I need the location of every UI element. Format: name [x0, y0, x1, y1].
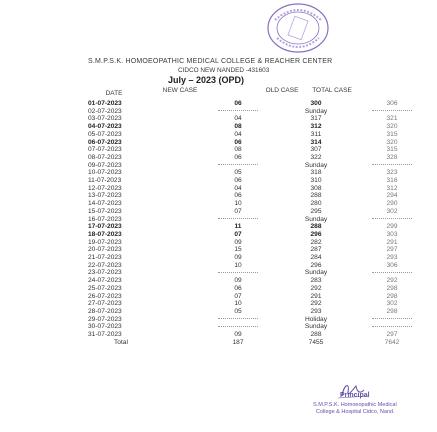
total-case-cell: 297 [386, 331, 398, 339]
date-cell: 19-07-2023 [88, 238, 122, 246]
date-cell: 09-07-2023 [88, 161, 122, 169]
blank-line [372, 318, 412, 319]
table-row [84, 162, 422, 170]
date-cell: 23-07-2023 [88, 269, 122, 277]
total-case-cell: 316 [386, 177, 398, 185]
column-header-old-case: OLD CASE [265, 87, 299, 94]
date-cell: 02-07-2023 [88, 107, 122, 115]
date-cell: 31-07-2023 [88, 331, 122, 339]
date-cell: 12-07-2023 [88, 184, 122, 192]
new-case-cell: 10 [234, 261, 242, 269]
college-stamp [253, 2, 343, 58]
total-case-cell: 298 [386, 284, 398, 292]
table-row [84, 316, 422, 324]
total-case-cell: 312 [386, 184, 398, 192]
new-case-cell: 06 [234, 153, 242, 161]
table-row [84, 323, 422, 331]
old-case-cell: Sunday [304, 107, 328, 115]
date-cell: 04-07-2023 [88, 123, 122, 131]
total-case-cell [362, 269, 422, 277]
total-case-cell: 302 [386, 300, 398, 308]
new-case-cell [206, 216, 270, 224]
date-cell: 08-07-2023 [88, 153, 122, 161]
total-case-cell: 315 [386, 146, 398, 154]
total-case-cell: 293 [386, 254, 398, 262]
total-case-cell: 297 [386, 246, 398, 254]
new-case-cell: 09 [234, 254, 242, 262]
date-cell: 27-07-2023 [88, 300, 122, 308]
old-case-cell: 311 [310, 130, 322, 138]
table-row [84, 293, 422, 301]
date-cell: 20-07-2023 [88, 246, 122, 254]
new-case-cell: 10 [234, 300, 242, 308]
new-case-cell: 11 [234, 223, 242, 231]
date-cell: 18-07-2023 [88, 230, 122, 238]
old-case-cell: 288 [310, 192, 322, 200]
new-case-cell: 09 [234, 277, 242, 285]
table-row [84, 192, 422, 200]
table-row [84, 254, 422, 262]
blank-line [218, 326, 258, 327]
institution-address: CIDCO NEW NANDED -431603 [178, 67, 270, 74]
table-row [84, 269, 422, 277]
table-row [84, 246, 422, 254]
table-row [84, 239, 422, 247]
date-cell: 21-07-2023 [88, 254, 122, 262]
new-case-cell: 15 [234, 246, 242, 254]
old-case-cell: 317 [310, 115, 322, 123]
table-row [84, 262, 422, 270]
table-row [84, 277, 422, 285]
total-new-case: 187 [232, 338, 244, 346]
table-row [84, 146, 422, 154]
date-cell: 25-07-2023 [88, 284, 122, 292]
table-row [84, 208, 422, 216]
old-case-cell: 307 [310, 146, 322, 154]
date-cell: 11-07-2023 [88, 177, 122, 185]
total-old-case: 7455 [308, 338, 324, 346]
new-case-cell: 07 [234, 292, 242, 300]
date-cell: 15-07-2023 [88, 207, 122, 215]
new-case-cell [206, 162, 270, 170]
old-case-cell: Sunday [304, 323, 328, 331]
old-case-cell: 282 [310, 238, 322, 246]
date-cell: 01-07-2023 [88, 100, 122, 107]
old-case-cell: 288 [310, 331, 322, 339]
date-cell: 16-07-2023 [88, 215, 122, 223]
table-row [84, 285, 422, 293]
old-case-cell: 287 [310, 246, 322, 254]
blank-line [218, 164, 258, 165]
table-row [84, 331, 422, 339]
table-row [84, 177, 422, 185]
new-case-cell [206, 323, 270, 331]
signature-institution-line-2: College & Hospital Cidco, Nand. [316, 409, 395, 415]
date-cell: 24-07-2023 [88, 277, 122, 285]
new-case-cell: 06 [234, 284, 242, 292]
old-case-cell: 300 [310, 100, 322, 107]
old-case-cell: 296 [310, 261, 322, 269]
table-row [84, 115, 422, 123]
old-case-cell: 293 [310, 307, 322, 315]
blank-line [372, 218, 412, 219]
date-cell: 05-07-2023 [88, 130, 122, 138]
blank-line [218, 272, 258, 273]
old-case-cell: 318 [310, 169, 322, 177]
new-case-cell: 05 [234, 307, 242, 315]
new-case-cell: 09 [234, 331, 242, 339]
blank-line [372, 110, 412, 111]
table-row [84, 216, 422, 224]
new-case-cell: 06 [234, 100, 242, 107]
date-cell: 28-07-2023 [88, 307, 122, 315]
total-case-cell: 328 [386, 153, 398, 161]
old-case-cell: 291 [310, 292, 322, 300]
total-case-cell: 320 [386, 138, 398, 146]
total-case-cell [362, 108, 422, 116]
new-case-cell: 06 [234, 192, 242, 200]
table-row [84, 200, 422, 208]
new-case-cell: 04 [234, 115, 242, 123]
old-case-cell: Sunday [304, 161, 328, 169]
old-case-cell: 292 [310, 284, 322, 292]
old-case-cell: 314 [310, 138, 322, 146]
new-case-cell: 10 [234, 200, 242, 208]
new-case-cell: 06 [234, 138, 242, 146]
new-case-cell [206, 316, 270, 324]
date-cell: 29-07-2023 [88, 315, 122, 323]
table-row [84, 154, 422, 162]
total-case-cell [362, 316, 422, 324]
old-case-cell: 292 [310, 300, 322, 308]
total-row [84, 339, 422, 347]
old-case-cell: 312 [310, 123, 322, 131]
table-row [84, 185, 422, 193]
date-cell: 06-07-2023 [88, 138, 122, 146]
total-case-cell: 306 [386, 100, 398, 107]
blank-line [218, 318, 258, 319]
new-case-cell: 06 [234, 177, 242, 185]
new-case-cell: 07 [234, 207, 242, 215]
column-header-date: DATE [105, 90, 123, 97]
table-row [84, 100, 422, 108]
table-row [84, 169, 422, 177]
new-case-cell: 04 [234, 130, 242, 138]
date-cell: 17-07-2023 [88, 223, 122, 231]
date-cell: 22-07-2023 [88, 261, 122, 269]
total-label: Total [114, 338, 128, 346]
new-case-cell: 07 [234, 230, 242, 238]
old-case-cell: Sunday [304, 215, 328, 223]
old-case-cell: Holiday [305, 315, 327, 323]
old-case-cell: 322 [310, 153, 322, 161]
total-case-cell: 320 [386, 123, 398, 131]
total-case-cell: 291 [386, 238, 398, 246]
table-row [84, 300, 422, 308]
total-case-cell: 302 [386, 207, 398, 215]
blank-line [372, 272, 412, 273]
date-cell: 26-07-2023 [88, 292, 122, 300]
report-title: July – 2023 (OPD) [168, 75, 245, 85]
total-case-cell [362, 323, 422, 331]
total-case-cell: 298 [386, 307, 398, 315]
new-case-cell [206, 269, 270, 277]
table-row [84, 223, 422, 231]
total-case-cell: 292 [386, 277, 398, 285]
blank-line [218, 110, 258, 111]
old-case-cell: 296 [310, 230, 322, 238]
date-cell: 30-07-2023 [88, 323, 122, 331]
total-case-cell: 294 [386, 192, 398, 200]
column-header-total-case: TOTAL CASE [312, 87, 352, 94]
table-row [84, 108, 422, 116]
table-row [84, 308, 422, 316]
total-case-cell: 303 [386, 230, 398, 238]
new-case-cell: 08 [234, 146, 242, 154]
total-case-cell: 323 [386, 169, 398, 177]
new-case-cell: 08 [234, 123, 242, 131]
table-row [84, 123, 422, 131]
total-case-cell: 315 [386, 130, 398, 138]
old-case-cell: 284 [310, 254, 322, 262]
total-case-cell: 321 [386, 115, 398, 123]
total-case-cell: 299 [386, 223, 398, 231]
table-row [84, 231, 422, 239]
old-case-cell: 288 [310, 223, 322, 231]
date-cell: 10-07-2023 [88, 169, 122, 177]
date-cell: 03-07-2023 [88, 115, 122, 123]
blank-line [372, 326, 412, 327]
table-row [84, 139, 422, 147]
new-case-cell: 09 [234, 238, 242, 246]
blank-line [372, 164, 412, 165]
new-case-cell: 04 [234, 184, 242, 192]
total-case-cell: 298 [386, 292, 398, 300]
total-total-case: 7642 [384, 338, 400, 346]
total-case-cell: 306 [386, 261, 398, 269]
date-cell: 13-07-2023 [88, 192, 122, 200]
blank-line [218, 218, 258, 219]
total-case-cell [362, 162, 422, 170]
signature-institution-line-1: S.M.P.S.K. Homoeopathic Medical [313, 402, 397, 408]
old-case-cell: Sunday [304, 269, 328, 277]
old-case-cell: 308 [310, 184, 322, 192]
total-case-cell [362, 216, 422, 224]
old-case-cell: 280 [310, 200, 322, 208]
column-header-new-case: NEW CASE [162, 87, 198, 94]
new-case-cell [206, 108, 270, 116]
old-case-cell: 310 [310, 177, 322, 185]
date-cell: 07-07-2023 [88, 146, 122, 154]
opd-table [84, 100, 422, 347]
table-row [84, 131, 422, 139]
signature-title: Principal [340, 392, 370, 399]
total-case-cell: 290 [386, 200, 398, 208]
new-case-cell: 05 [234, 169, 242, 177]
date-cell: 14-07-2023 [88, 200, 122, 208]
old-case-cell: 283 [310, 277, 322, 285]
institution-name: S.M.P.S.K. HOMOEOPATHIC MEDICAL COLLEGE & REACHER CENTER [88, 58, 333, 65]
old-case-cell: 295 [310, 207, 322, 215]
